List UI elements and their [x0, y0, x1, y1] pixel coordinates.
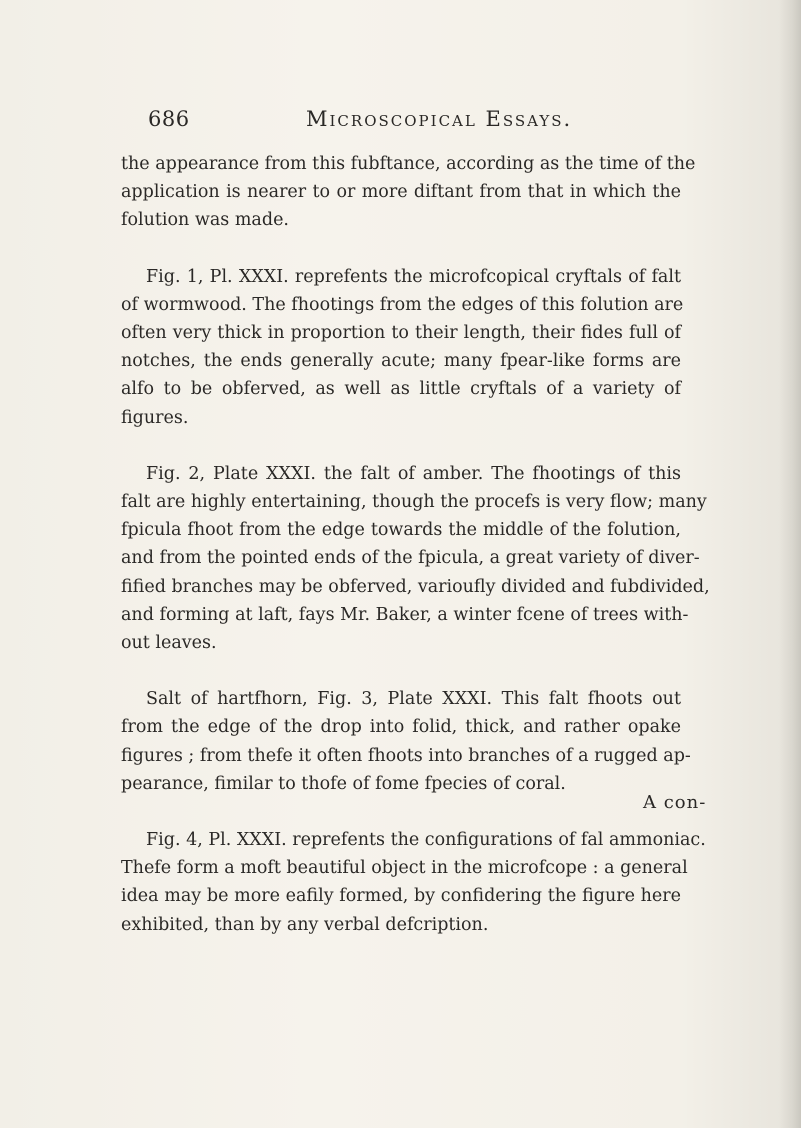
text-line: fpicula fhoot from the edge towards the middle of the folution,	[121, 520, 681, 541]
text-line: from the edge of the drop into folid, thick, and rather opake	[121, 717, 681, 738]
text-line: and from the pointed ends of the fpicula, a great variety of diver-	[121, 548, 700, 569]
paragraph-3	[121, 460, 710, 657]
text-line: alfo to be obferved, as well as little cryftals of a variety of	[121, 379, 681, 400]
paragraph-1	[121, 150, 696, 235]
text-line: often very thick in proportion to their length, their fides full of	[121, 323, 681, 344]
text-line: Fig. 4, Pl. XXXI. reprefents the configurations of fal ammoniac.	[146, 830, 706, 851]
text-line: Fig. 2, Plate XXXI. the falt of amber. The fhootings of this	[146, 463, 681, 484]
text-line: fified branches may be obferved, varioufly divided and fubdivided,	[121, 576, 710, 597]
page-edge-shadow	[779, 0, 801, 1128]
body-text	[121, 150, 710, 967]
text-line: figures.	[121, 407, 189, 428]
text-line: application is nearer to or more diftant from that in which the	[121, 182, 681, 203]
text-line: idea may be more eafily formed, by confidering the figure here	[121, 886, 681, 907]
text-line: falt are highly entertaining, though the procefs is very flow; many	[121, 492, 707, 513]
text-line: figures ; from thefe it often fhoots into branches of a rugged ap-	[121, 745, 691, 766]
page-header	[148, 107, 708, 137]
running-head: Microscopical Essays.	[306, 107, 573, 131]
text-line: folution was made.	[121, 210, 289, 231]
text-line: exhibited, than by any verbal defcription.	[121, 914, 489, 935]
catchword: A con-	[643, 792, 707, 813]
text-line: of wormwood. The fhootings from the edges of this folution are	[121, 294, 684, 315]
text-line: notches, the ends generally acute; many fpear-like forms are	[121, 351, 681, 372]
text-line: and forming at laft, fays Mr. Baker, a winter fcene of trees with-	[121, 604, 689, 625]
paragraph-4	[121, 685, 691, 798]
paragraph-5	[121, 826, 706, 939]
text-line: the appearance from this fubftance, according as the time of the	[121, 154, 696, 174]
paragraph-2	[121, 263, 684, 432]
text-line: Fig. 1, Pl. XXXI. reprefents the microfcopical cryftals of falt	[146, 266, 681, 287]
text-line: pearance, fimilar to thofe of fome fpecies of coral.	[121, 773, 566, 794]
text-line: Salt of hartfhorn, Fig. 3, Plate XXXI. This falt fhoots out	[146, 689, 681, 710]
text-line: Thefe form a moft beautiful object in the microfcope : a general	[121, 858, 688, 879]
page-number: 686	[148, 107, 190, 131]
text-line: out leaves.	[121, 633, 217, 654]
